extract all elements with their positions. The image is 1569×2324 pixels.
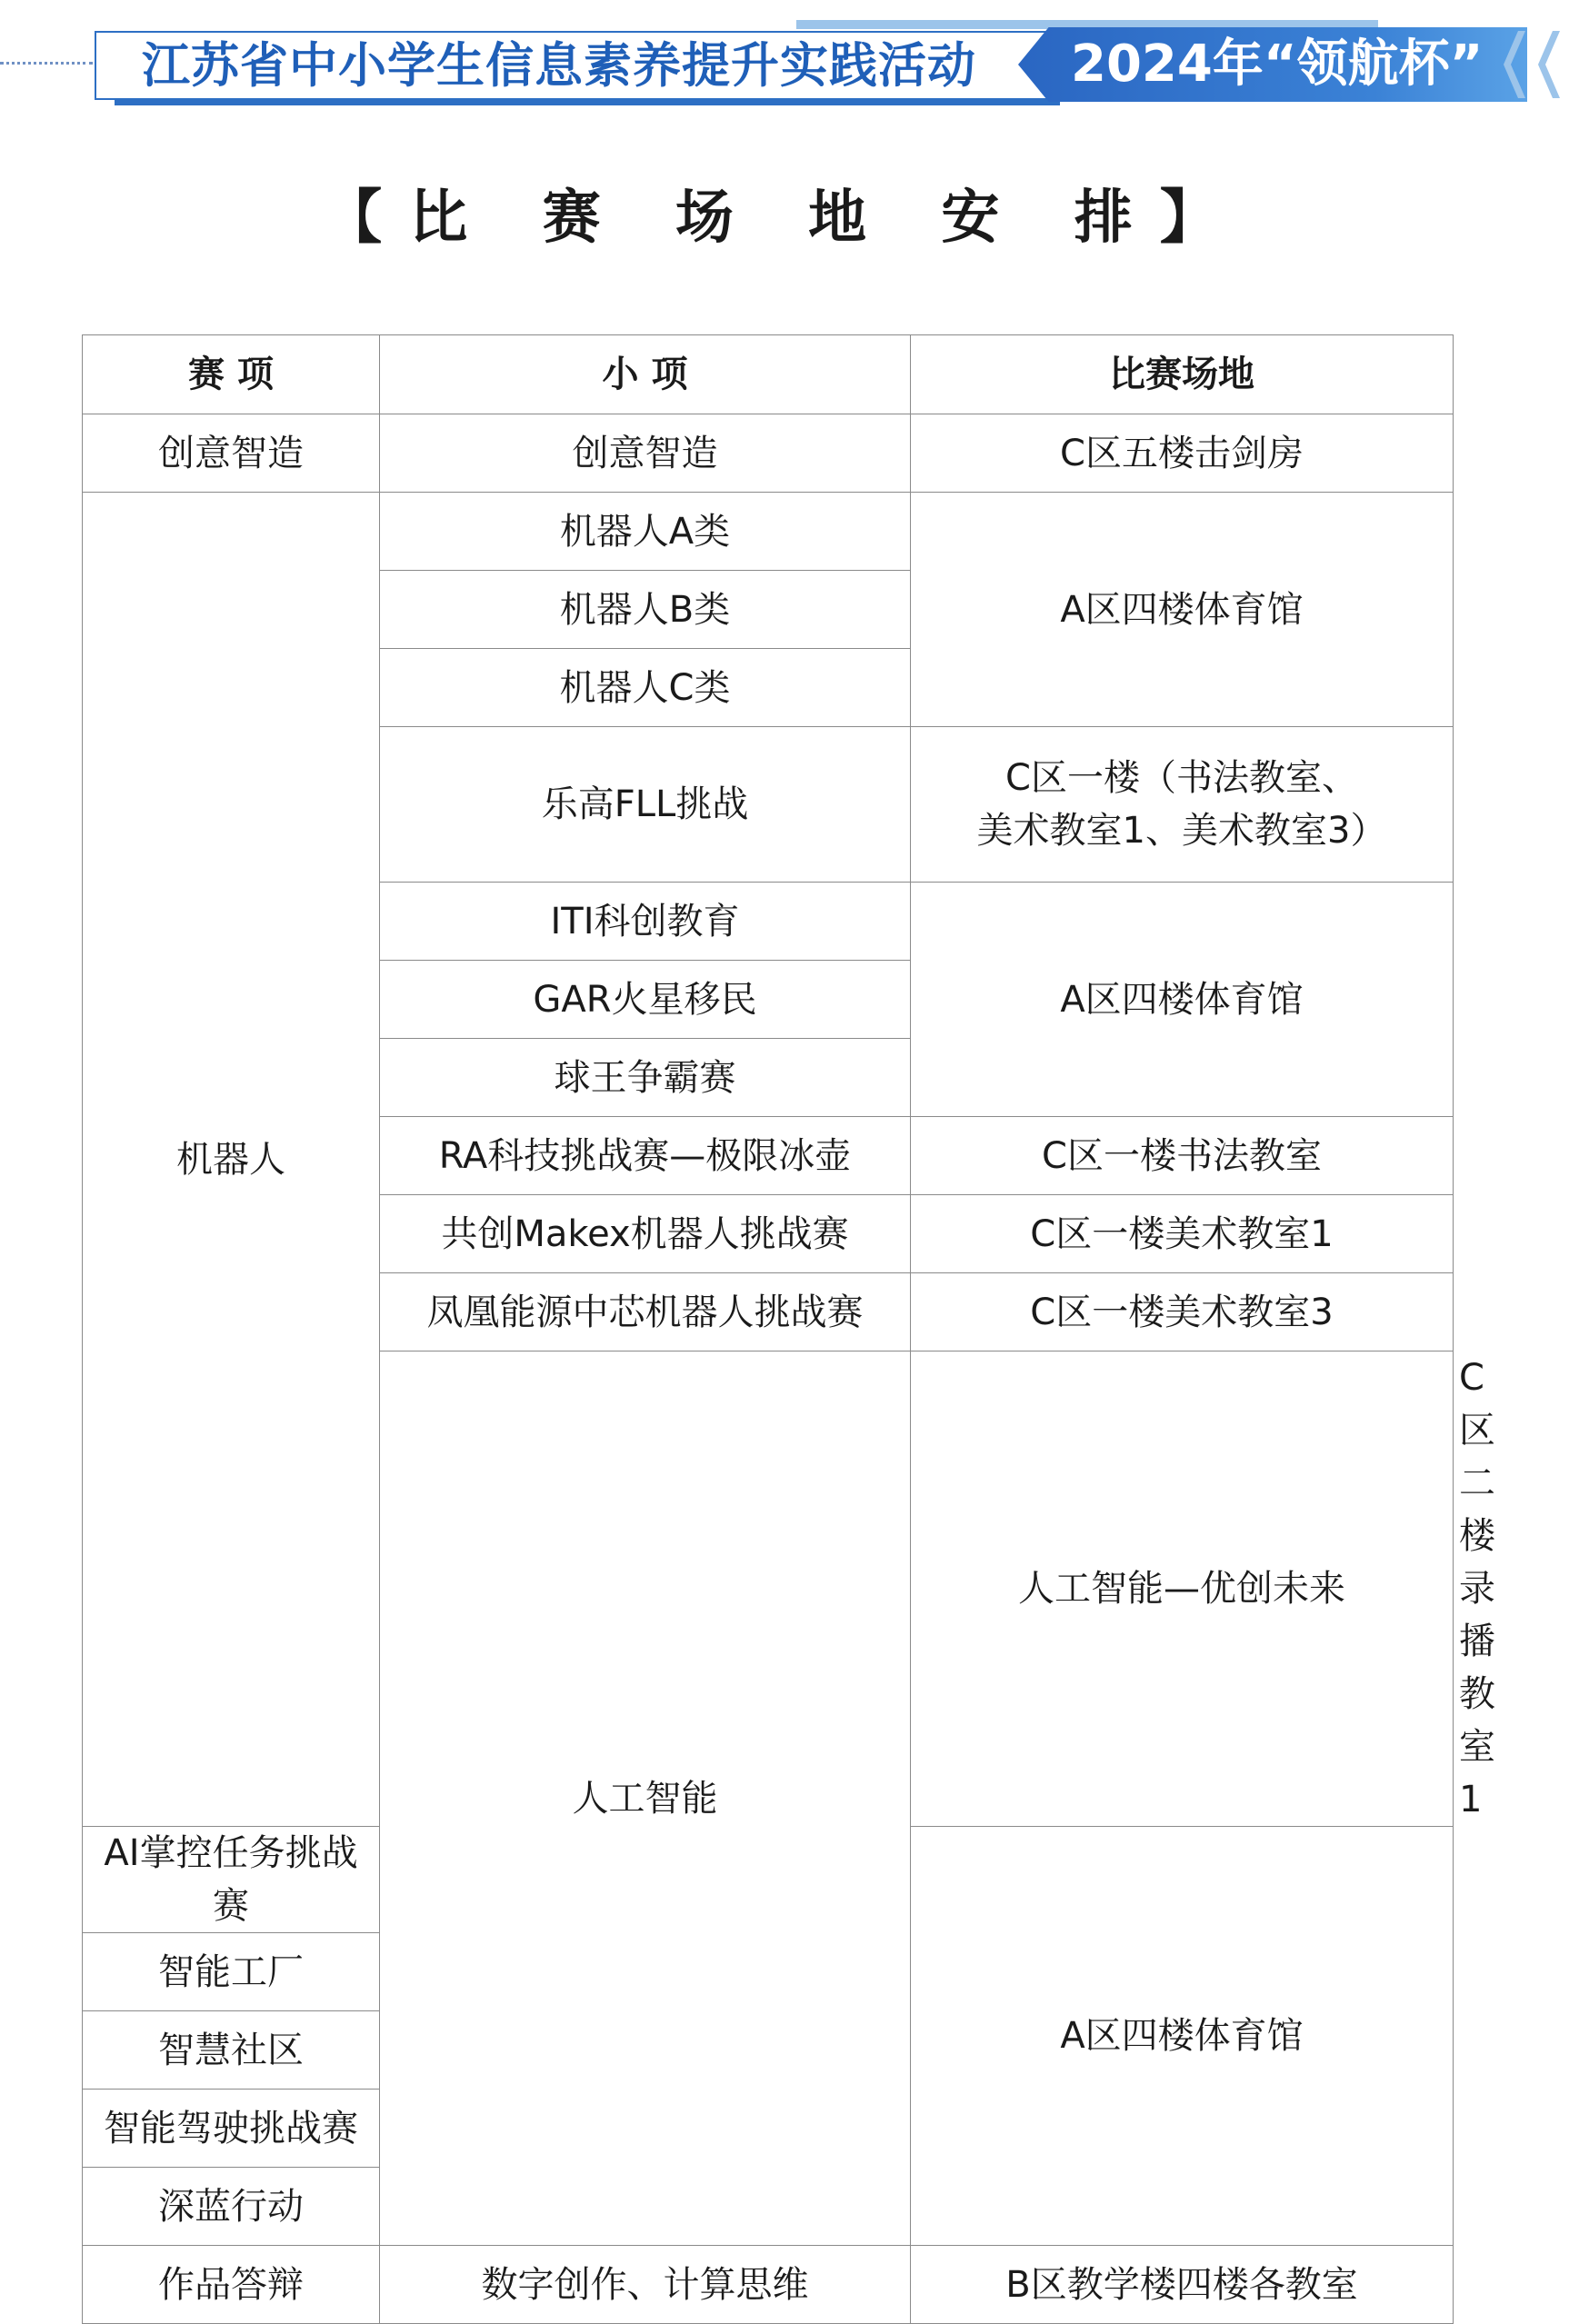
venue-cell: B区教学楼四楼各教室 [911, 2246, 1454, 2324]
venue-cell: C区五楼击剑房 [911, 414, 1454, 493]
subitem-cell: 深蓝行动 [83, 2168, 380, 2246]
table-row [83, 493, 1454, 571]
event-cell: 人工智能 [380, 1352, 911, 2246]
venue-table [82, 334, 1495, 2324]
subitem-cell: 创意智造 [380, 414, 911, 493]
subitem-cell: ITI科创教育 [380, 883, 911, 961]
table-row [83, 2246, 1454, 2324]
chevron-left-icon [1536, 27, 1560, 102]
subitem-cell: 球王争霸赛 [380, 1039, 911, 1117]
subitem-cell: 智能驾驶挑战赛 [83, 2090, 380, 2168]
subitem-cell: 数字创作、计算思维 [380, 2246, 911, 2324]
dotted-line-decoration [0, 62, 93, 65]
subitem-cell: 凤凰能源中芯机器人挑战赛 [380, 1273, 911, 1352]
page-title: 【比 赛 场 地 安 排】 [324, 184, 1245, 252]
subitem-cell: AI掌控任务挑战赛 [83, 1827, 380, 1933]
subitem-cell: 机器人B类 [380, 571, 911, 649]
subitem-cell: RA科技挑战赛—极限冰壶 [380, 1117, 911, 1195]
table-row: 人工智能 人工智能—优创未来 C区二楼录播教室1 [83, 1352, 1454, 1827]
header-subitem: 小 项 [380, 335, 911, 414]
subitem-cell: 机器人A类 [380, 493, 911, 571]
subitem-cell: 共创Makex机器人挑战赛 [380, 1195, 911, 1273]
subitem-cell: 智慧社区 [83, 2011, 380, 2090]
venue-line: C区一楼（书法教室、 [1005, 757, 1358, 799]
venue-cell: C区一楼书法教室 [911, 1117, 1454, 1195]
venue-line: 美术教室1、美术教室3） [976, 810, 1387, 852]
venue-cell: C区一楼美术教室3 [911, 1273, 1454, 1352]
venue-cell: C区一楼美术教室1 [911, 1195, 1454, 1273]
event-cell: 作品答辩 [83, 2246, 380, 2324]
header-venue: 比赛场地 [911, 335, 1454, 414]
banner-cup-title: 2024年“领航杯” [1071, 35, 1484, 94]
subitem-cell: 机器人C类 [380, 649, 911, 727]
table-header-row [83, 335, 1454, 414]
venue-cell [911, 727, 1454, 883]
event-cell: 机器人 [83, 493, 380, 1827]
banner-event-title: 江苏省中小学生信息素养提升实践活动 [142, 38, 976, 94]
event-cell: 创意智造 [83, 414, 380, 493]
header-event: 赛 项 [83, 335, 380, 414]
chevron-left-icon [1502, 27, 1525, 102]
venue-cell: A区四楼体育馆 [911, 883, 1454, 1117]
venue-cell: A区四楼体育馆 [911, 1827, 1454, 2246]
subitem-cell: 人工智能—优创未来 [911, 1352, 1454, 1827]
table-row [83, 414, 1454, 493]
subitem-cell: 乐高FLL挑战 [380, 727, 911, 883]
subitem-cell: GAR火星移民 [380, 961, 911, 1039]
subitem-cell: 智能工厂 [83, 1933, 380, 2011]
venue-cell: A区四楼体育馆 [911, 493, 1454, 727]
